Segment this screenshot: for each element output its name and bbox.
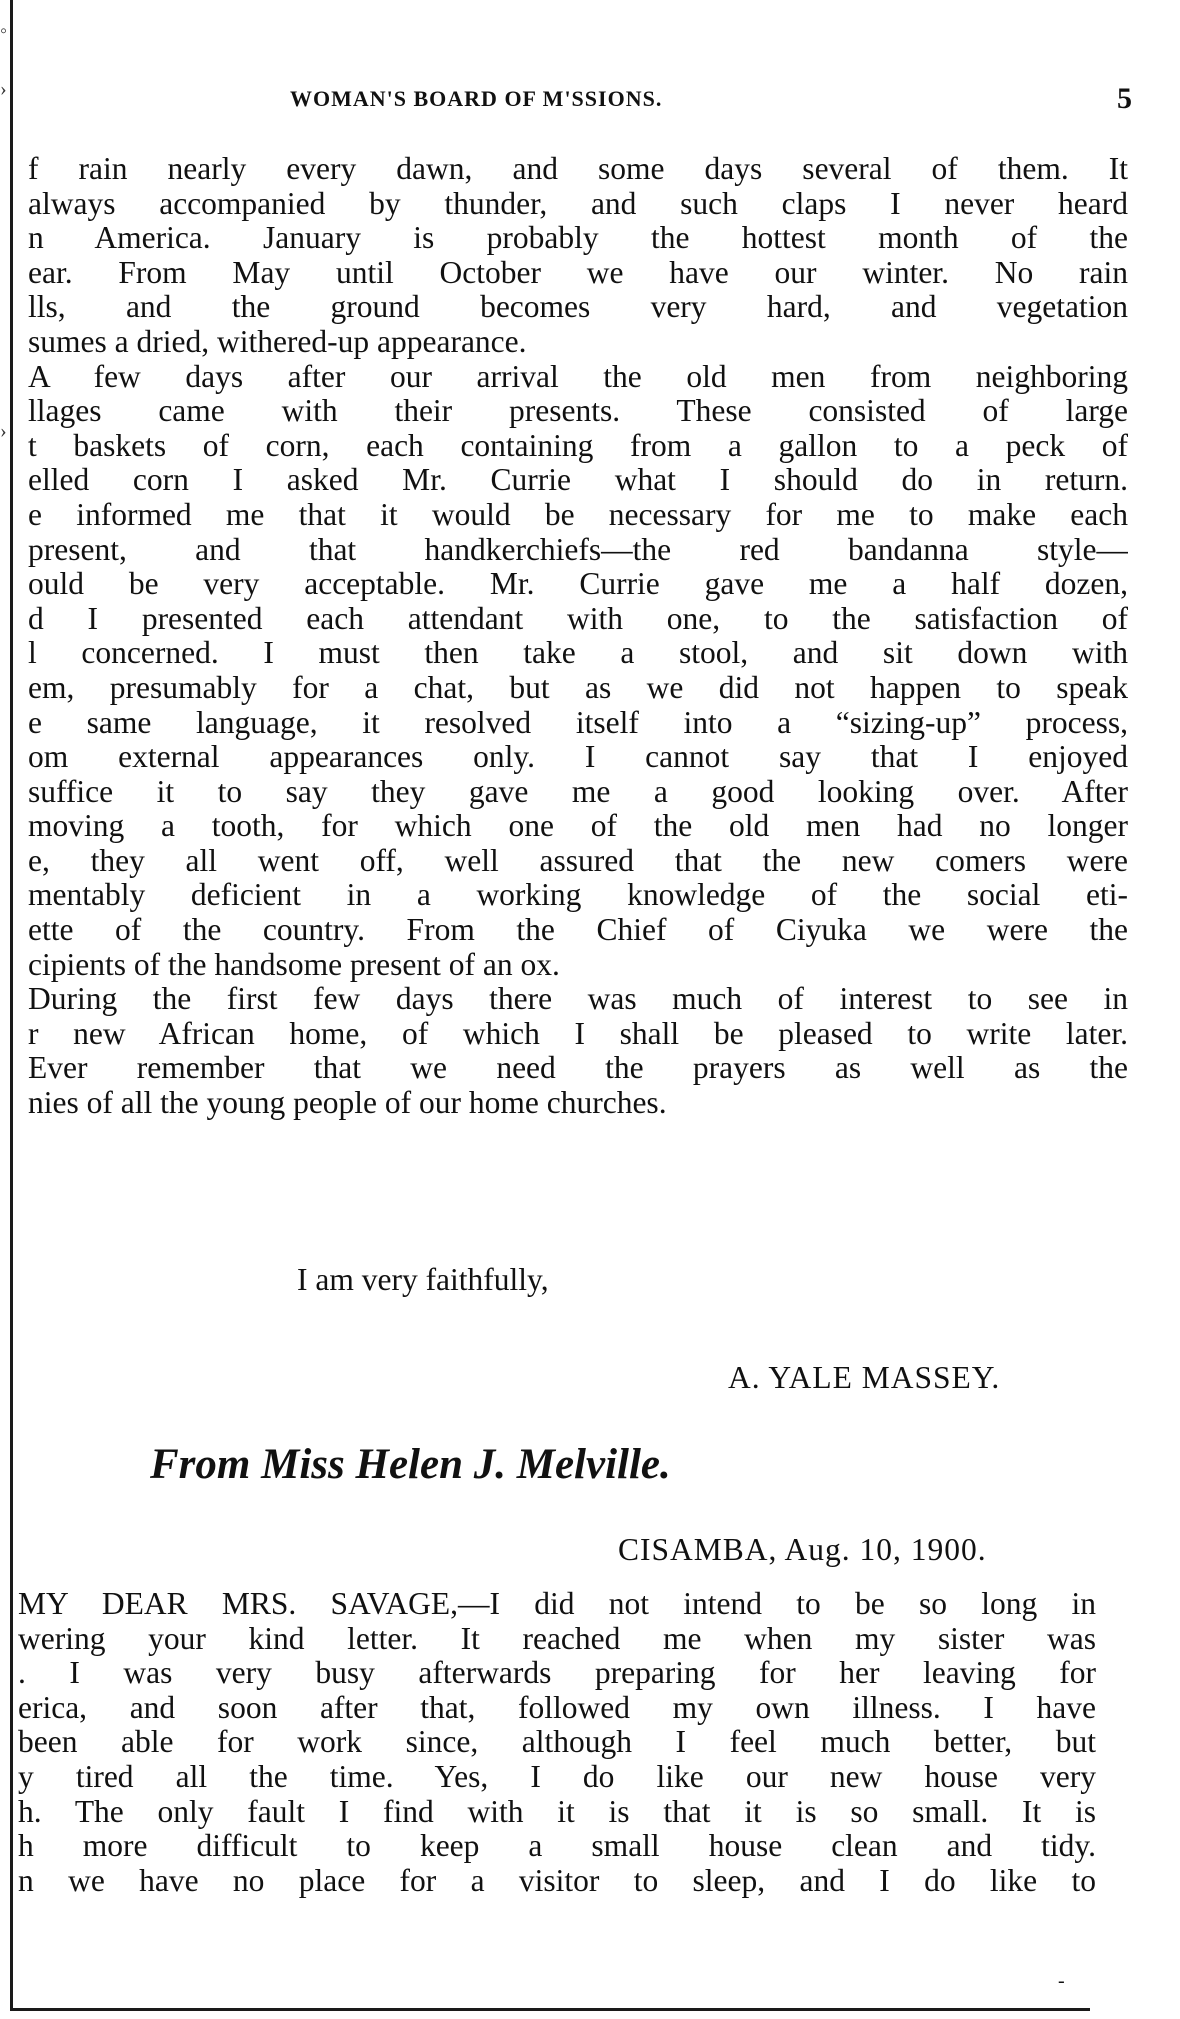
closing-line: I am very faithfully, <box>297 1262 549 1297</box>
running-title: WOMAN'S BOARD OF M'SSIONS. <box>290 86 663 111</box>
text-line: em, presumably for a chat, but as we did not happen to speak <box>28 670 1128 705</box>
dateline: CISAMBA, Aug. 10, 1900. <box>618 1532 987 1567</box>
text-line: MY DEAR MRS. SAVAGE,—I did not intend to be so long in <box>18 1587 1096 1621</box>
text-line: n we have no place for a visitor to sleep, and I do like to <box>18 1863 1096 1898</box>
text-line: erica, and soon after that, followed my own illness. I have <box>18 1690 1096 1725</box>
text-line: n America. January is probably the hottest month of the <box>28 221 1128 256</box>
left-margin-rule <box>10 0 13 2010</box>
bottom-margin-rule <box>10 2008 1090 2011</box>
text-line: e same language, it resolved itself into a “sizing-up” process, <box>28 705 1128 740</box>
text-line: f rain nearly every dawn, and some days several of them. It <box>28 152 1128 186</box>
margin-mark: - <box>1058 1970 1065 1992</box>
text-line: om external appearances only. I cannot say that I enjoyed <box>28 740 1128 775</box>
text-line: ould be very acceptable. Mr. Currie gave me a half dozen, <box>28 567 1128 602</box>
text-line: l concerned. I must then take a stool, and sit down with <box>28 636 1128 671</box>
text-line: lls, and the ground becomes very hard, and vegetation <box>28 290 1128 325</box>
signature: A. YALE MASSEY. <box>728 1360 1001 1395</box>
text-line: h more difficult to keep a small house clean and tidy. <box>18 1829 1096 1864</box>
text-line: r new African home, of which I shall be pleased to write later. <box>28 1016 1128 1051</box>
text-line: y tired all the time. Yes, I do like our new house very <box>18 1759 1096 1794</box>
text-line: Ever remember that we need the prayers as well as the <box>28 1051 1128 1086</box>
page-number: 5 <box>1117 82 1132 115</box>
text-line: llages came with their presents. These consisted of large <box>28 394 1128 429</box>
running-head <box>0 82 1180 126</box>
text-line: nies of all the young people of our home churches. <box>28 1086 667 1121</box>
text-line: suffice it to say they gave me a good looking over. After <box>28 774 1128 809</box>
text-line: present, and that handkerchiefs—the red bandanna style— <box>28 532 1128 567</box>
section-heading: From Miss Helen J. Melville. <box>150 1441 671 1488</box>
margin-mark: ◦ <box>0 20 8 42</box>
text-line: sumes a dried, withered-up appearance. <box>28 324 527 359</box>
text-line: e informed me that it would be necessary for me to make each <box>28 497 1128 532</box>
margin-mark: › <box>0 420 7 442</box>
letter-body-melville <box>18 1587 1096 1898</box>
text-line: cipients of the handsome present of an ox. <box>28 947 560 982</box>
margin-mark: › <box>0 78 7 100</box>
text-line: always accompanied by thunder, and such claps I never heard <box>28 186 1128 221</box>
text-line: h. The only fault I find with it is that it is so small. It is <box>18 1794 1096 1829</box>
text-line: A few days after our arrival the old men from neighboring <box>28 359 1128 394</box>
letter-body-massey <box>28 152 1128 1121</box>
text-line: elled corn I asked Mr. Currie what I should do in return. <box>28 463 1128 498</box>
text-line: During the first few days there was much of interest to see in <box>28 982 1128 1017</box>
text-line: d I presented each attendant with one, to the satisfaction of <box>28 601 1128 636</box>
text-line: ette of the country. From the Chief of Ciyuka we were the <box>28 913 1128 948</box>
text-line: e, they all went off, well assured that the new comers were <box>28 843 1128 878</box>
text-line: t baskets of corn, each containing from a gallon to a peck of <box>28 428 1128 463</box>
text-line: been able for work since, although I feel much better, but <box>18 1725 1096 1760</box>
text-line: wering your kind letter. It reached me when my sister was <box>18 1621 1096 1656</box>
text-line: mentably deficient in a working knowledge of the social eti- <box>28 878 1128 913</box>
text-line: moving a tooth, for which one of the old men had no longer <box>28 809 1128 844</box>
text-line: ear. From May until October we have our winter. No rain <box>28 255 1128 290</box>
text-line: . I was very busy afterwards preparing for her leaving for <box>18 1656 1096 1691</box>
